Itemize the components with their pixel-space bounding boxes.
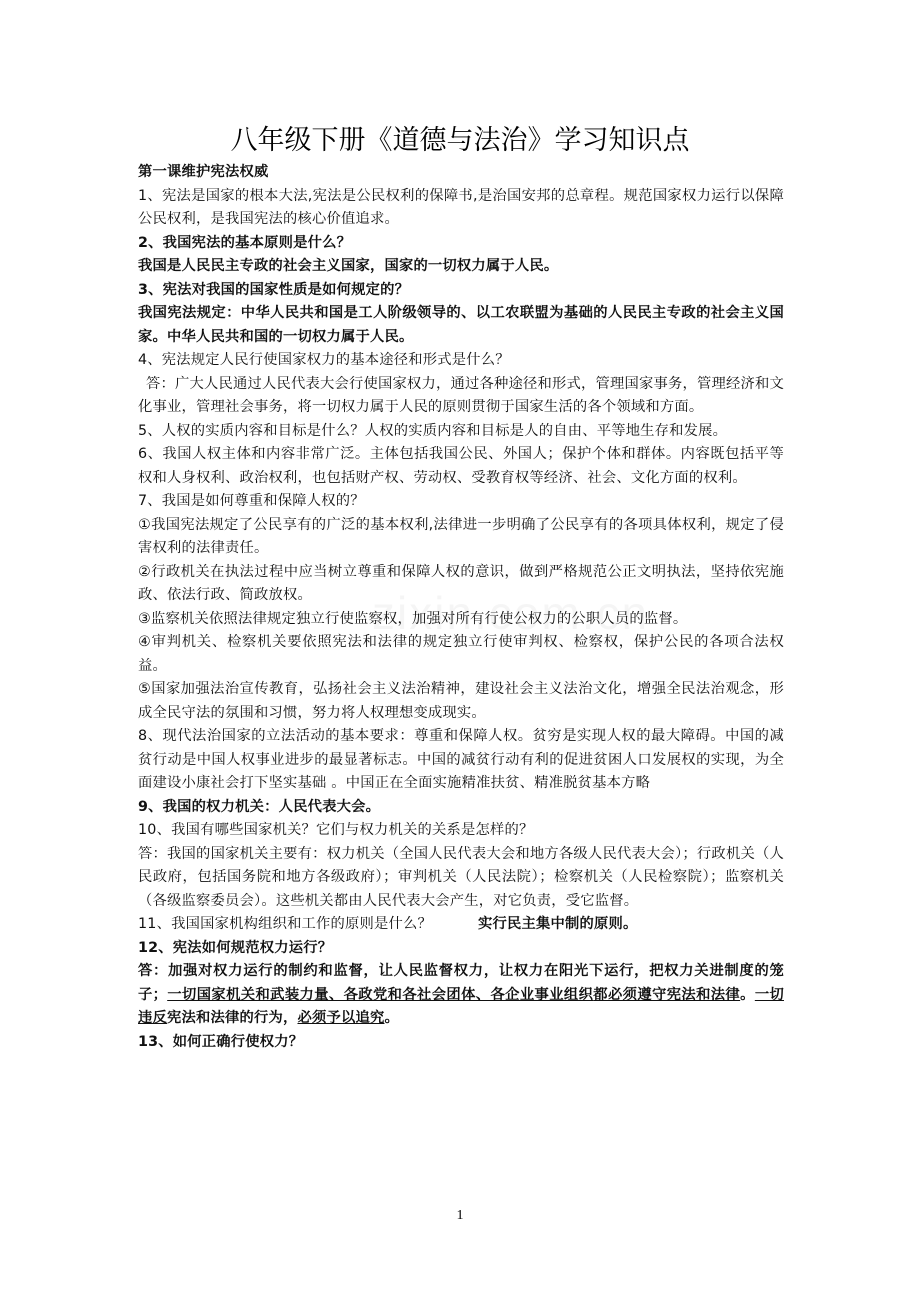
answer-text — [138, 960, 784, 1031]
question-text: 11、我国国家机构组织和工作的原则是什么？ — [138, 916, 433, 932]
list-item: ②行政机关在执法过程中应当树立尊重和保障人权的意识，做到严格规范公正文明执法，坚持依宪施政、依法行政、简政放权。 — [138, 563, 784, 603]
underlined-text: 都必须遵守宪法和法律 — [593, 986, 741, 1003]
underlined-text: 一切国家机关和武装力量、各政党和各社会团体、各企业事业组织 — [167, 986, 594, 1003]
question-heading: 7、我国是如何尊重和保障人权的？ — [138, 493, 365, 509]
paragraph: 5、人权的实质内容和目标是什么？人权的实质内容和目标是人的自由、平等地生存和发展。 — [138, 422, 728, 439]
answer-segment: 。 — [740, 986, 755, 1003]
question-heading: 2、我国宪法的基本原则是什么？ — [138, 234, 352, 251]
lesson-heading: 第一课维护宪法权威 — [138, 164, 269, 180]
underlined-text: 必须予以追究 — [297, 1010, 385, 1026]
answer-text: 答：广大人民通过人民代表大会行使国家权力，通过各种途径和形式，管理国家事务，管理经济和文化事业，管理社会事务，将一切权力属于人民的原则贯彻于国家生活的各个领域和方面。 — [138, 375, 784, 415]
list-item: ③监察机关依照法律规定独立行使监察权，加强对所有行使公权力的公职人员的监督。 — [138, 610, 688, 627]
answer-text: 我国是人民民主专政的社会主义国家，国家的一切权力属于人民。 — [138, 258, 559, 274]
list-item: ⑤国家加强法治宣传教育，弘扬社会主义法治精神，建设社会主义法治文化，增强全民法治观念，形成全民守法的氛围和习惯，努力将人权理想变成现实。 — [138, 681, 784, 721]
answer-segment: 宪法和法律的行为， — [167, 1010, 298, 1026]
question-heading: 10、我国有哪些国家机关？它们与权力机关的关系是怎样的？ — [138, 822, 534, 838]
answer-inline: 实行民主集中制的原则。 — [478, 916, 638, 932]
question-heading: 9、我国的权力机关：人民代表大会。 — [138, 798, 381, 815]
document-body — [138, 161, 784, 1054]
question-heading: 13、如何正确行使权力？ — [138, 1033, 304, 1050]
answer-text: 我国宪法规定：中华人民共和国是工人阶级领导的、以工农联盟为基础的人民民主专政的社会主义国家。中华人民共和国的一切权力属于人民。 — [138, 305, 784, 345]
list-item: ①我国宪法规定了公民享有的广泛的基本权利,法律进一步明确了公民享有的各项具体权利，规定了侵害权利的法律责任。 — [138, 516, 784, 556]
answer-segment: 。 — [384, 1010, 399, 1026]
paragraph: 6、我国人权主体和内容非常广泛。主体包括我国公民、外国人；保护个体和群体。内容既包括平等权和人身权利、政治权利，也包括财产权、劳动权、受教育权等经济、社会、文化方面的权利。 — [138, 446, 784, 486]
page-title: 八年级下册《道德与法治》学习知识点 — [230, 125, 690, 156]
paragraph: 1、宪法是国家的根本大法,宪法是公民权利的保障书,是治国安邦的总章程。规范国家权力运行以保障公民权利，是我国宪法的核心价值追求。 — [138, 187, 784, 227]
question-heading: 3、宪法对我国的国家性质是如何规定的？ — [138, 281, 410, 298]
page-number: 1 — [456, 1208, 464, 1223]
answer-text: 答：我国的国家机关主要有：权力机关（全国人民代表大会和地方各级人民代表大会）；行政机关（人民政府，包括国务院和地方各级政府）；审判机关（人民法院）；检察机关（人民检察院）；监察机关（各级监察委员会）。这些机关都由人民代表大会产生，对它负责，受它监督。 — [138, 845, 784, 909]
answer-segment: 答：加强对权力运行的制约和监督，让人民监督权力，让权力在阳光下运行，把权力关进制度的笼子； — [138, 963, 784, 1003]
paragraph: 8、现代法治国家的立法活动的基本要求：尊重和保障人权。贫穷是实现人权的最大障碍。中国的减贫行动是中国人权事业进步的最显著标志。中国的减贫行动有利的促进贫困人口发展权的实现，为全面建设小康社会打下坚实基础 。中国正在全面实施精准扶贫、精准脱贫基本方略 — [138, 728, 784, 791]
question-heading: 12、宪法如何规范权力运行？ — [138, 939, 333, 956]
underlined-text: 一切违反 — [138, 986, 784, 1026]
list-item: ④审判机关、检察机关要依照宪法和法律的规定独立行使审判权、检察权，保护公民的各项合法权益。 — [138, 634, 784, 674]
question-line — [138, 913, 784, 937]
question-heading: 4、宪法规定人民行使国家权力的基本途径和形式是什么？ — [138, 352, 510, 368]
